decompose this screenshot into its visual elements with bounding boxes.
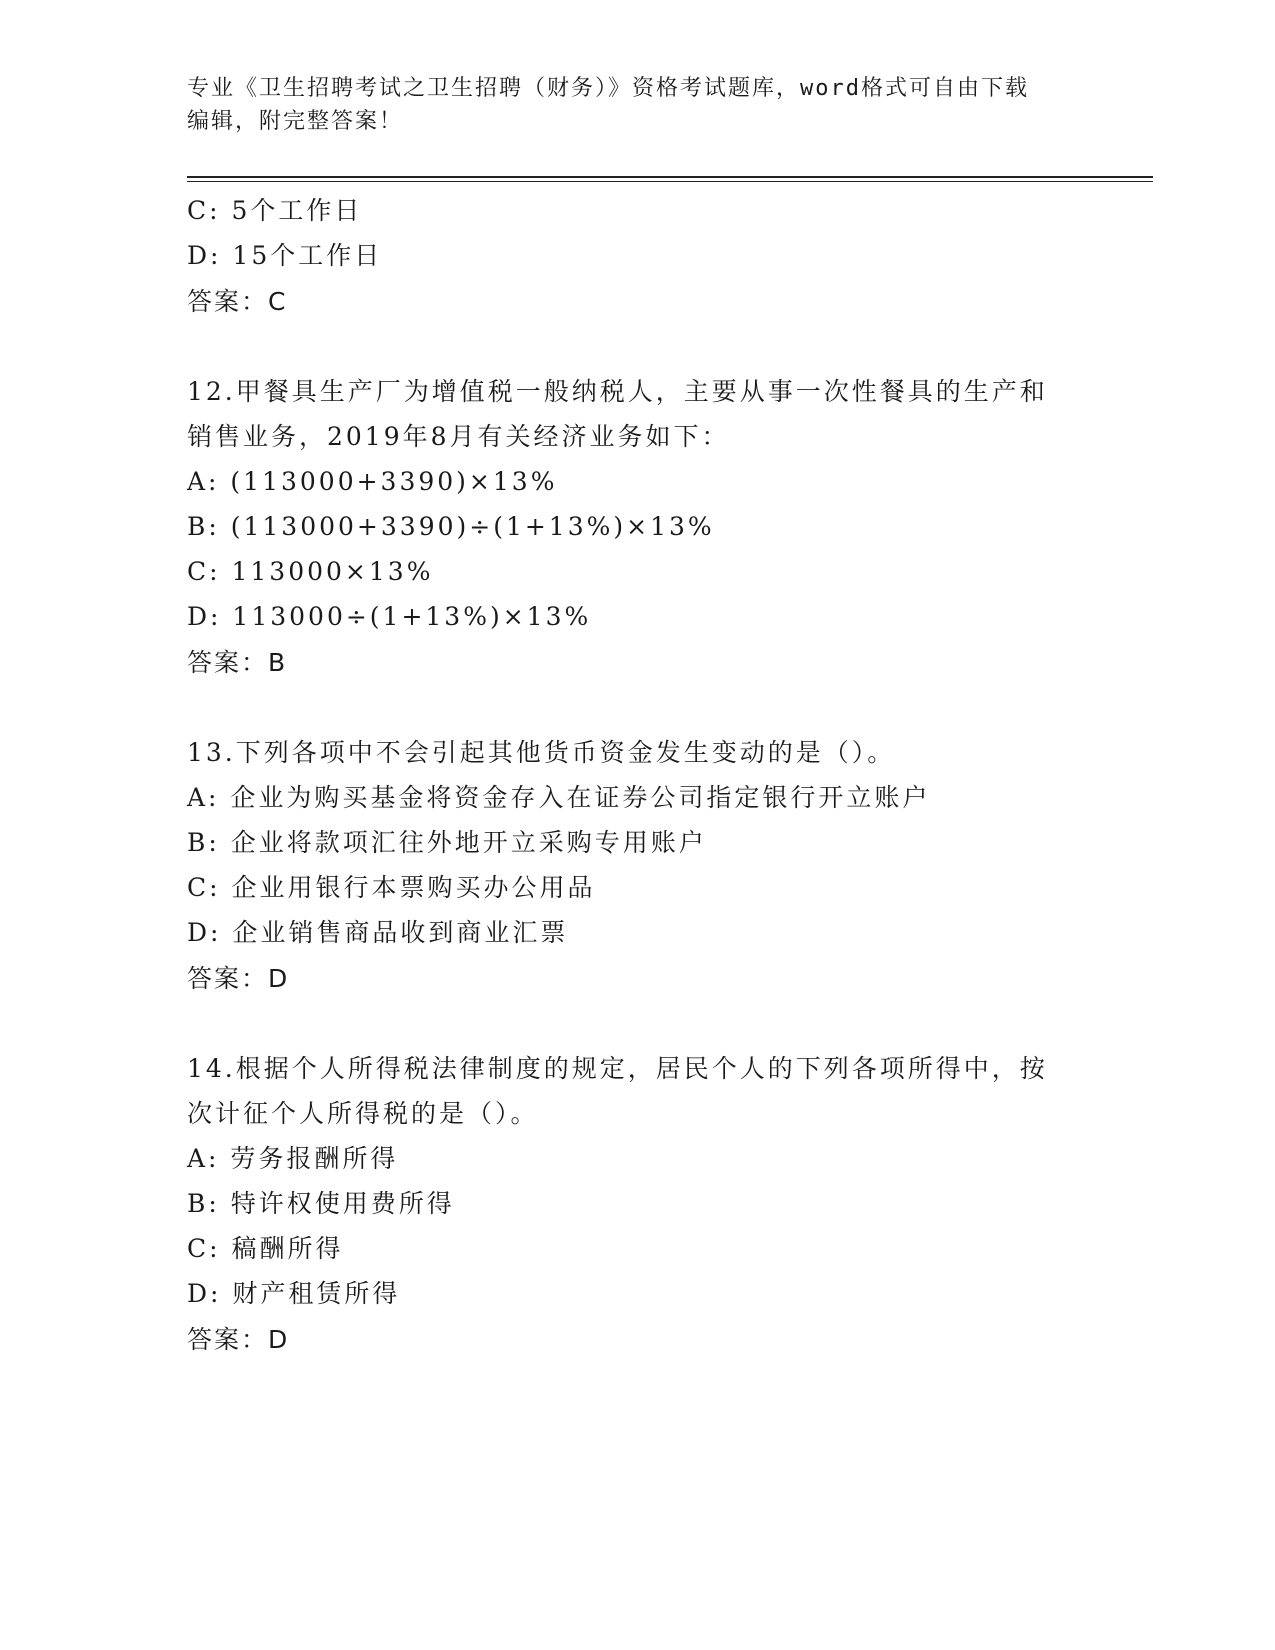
header-line-2: 编辑，附完整答案！	[187, 109, 404, 134]
answer-line: 答案：D	[187, 1325, 290, 1354]
question-line: D: 15个工作日	[187, 241, 383, 270]
question-line: 12.甲餐具生产厂为增值税一般纳税人，主要从事一次性餐具的生产和	[187, 377, 1048, 406]
question-line: B: (113000+3390)÷(1+13%)×13%	[187, 512, 715, 541]
question-line: D: 113000÷(1+13%)×13%	[187, 602, 592, 631]
question-line: B: 企业将款项汇往外地开立采购专用账户	[187, 828, 707, 857]
question-line: D: 财产租赁所得	[187, 1279, 401, 1308]
answer-line: 答案：D	[187, 964, 290, 993]
header-divider-thin	[187, 181, 1153, 182]
question-line: 销售业务，2019年8月有关经济业务如下：	[187, 422, 730, 451]
answer-line: 答案：B	[187, 648, 288, 677]
question-line: C: 企业用银行本票购买办公用品	[187, 873, 596, 902]
document-header	[187, 72, 1087, 138]
answer-line: 答案：C	[187, 287, 288, 316]
question-line: D: 企业销售商品收到商业汇票	[187, 918, 569, 947]
question-line: C: 稿酬所得	[187, 1234, 344, 1263]
question-line: 13.下列各项中不会引起其他货币资金发生变动的是（）。	[187, 738, 896, 767]
question-line: A: 企业为购买基金将资金存入在证券公司指定银行开立账户	[187, 783, 931, 812]
question-line: A: 劳务报酬所得	[187, 1144, 399, 1173]
question-line: 次计征个人所得税的是（）。	[187, 1099, 539, 1128]
question-line: B: 特许权使用费所得	[187, 1189, 455, 1218]
question-line: 14.根据个人所得税法律制度的规定，居民个人的下列各项所得中，按	[187, 1054, 1048, 1083]
header-divider-thick	[187, 176, 1153, 178]
header-line-1: 专业《卫生招聘考试之卫生招聘（财务）》资格考试题库，word格式可自由下载	[187, 76, 1029, 101]
question-line: A: (113000+3390)×13%	[187, 467, 558, 496]
question-line: C: 113000×13%	[187, 557, 434, 586]
question-line: C: 5个工作日	[187, 196, 363, 225]
